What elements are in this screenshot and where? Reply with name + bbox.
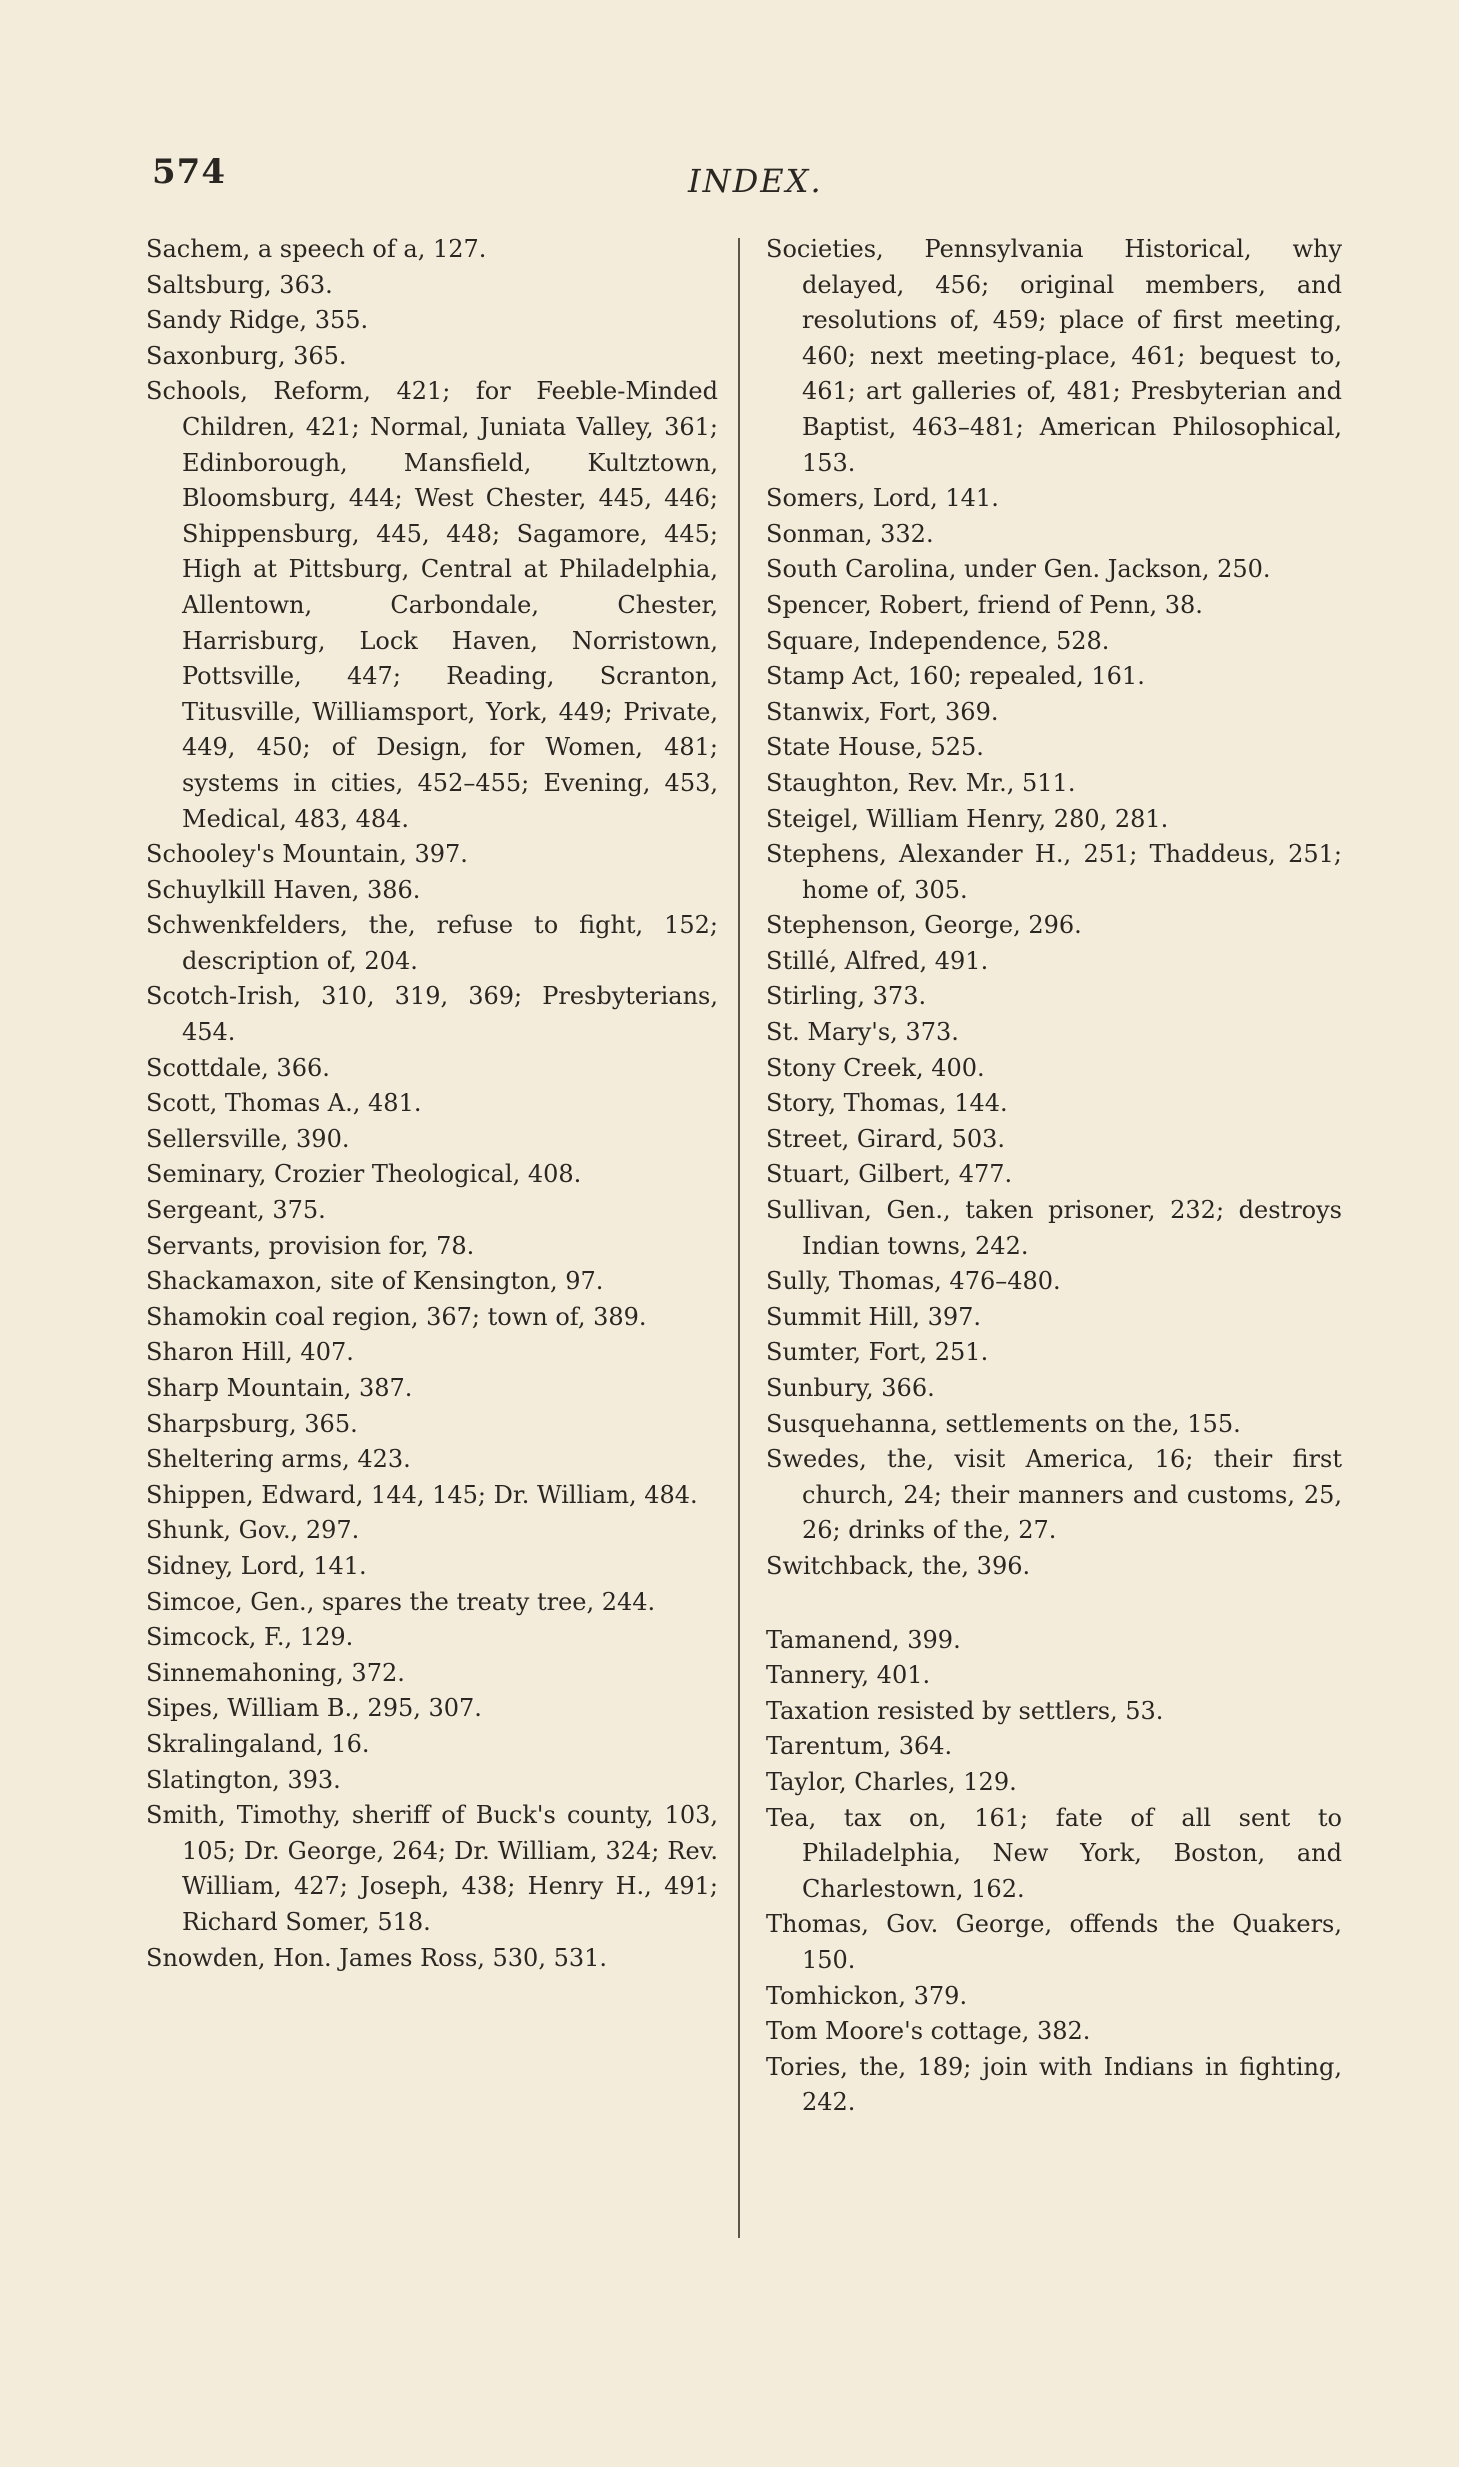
index-entry: Stuart, Gilbert, 477.	[766, 1160, 1013, 1189]
index-entry: Shamokin coal region, 367; town of, 389.	[146, 1302, 647, 1331]
index-entry: Sullivan, Gen., taken prisoner, 232; destroys Indian towns, 242.	[766, 1196, 1342, 1260]
index-entry: Stephens, Alexander H., 251; Thaddeus, 251; home of, 305.	[766, 840, 1342, 904]
index-entry: Somers, Lord, 141.	[766, 484, 999, 513]
index-entry: Sunbury, 366.	[766, 1374, 935, 1402]
index-entry: Simcock, F., 129.	[146, 1623, 354, 1652]
index-entry: Schwenkfelders, the, refuse to fight, 152; description of, 204.	[146, 911, 718, 975]
index-entry: Taylor, Charles, 129.	[766, 1767, 1017, 1796]
index-entry: Street, Girard, 503.	[766, 1124, 1006, 1153]
index-entry: Societies, Pennsylvania Historical, why delayed, 456; original members, and resolutions of, 459; place of first meeting, 460; next meeting-place, 461; bequest to, 461; art galleries of, 481; Presbyterian and Baptist, 463–481; American Philosophical, 153.	[766, 235, 1342, 477]
column-divider	[738, 238, 740, 2238]
index-entry: Switchback, the, 396.	[766, 1551, 1031, 1580]
index-entry: Saltsburg, 363.	[146, 270, 333, 299]
index-entry: Simcoe, Gen., spares the treaty tree, 244.	[146, 1587, 656, 1616]
index-entry: Thomas, Gov. George, offends the Quakers, 150.	[766, 1910, 1342, 1974]
index-entry: Schools, Reform, 421; for Feeble-Minded Children, 421; Normal, Juniata Valley, 361; Edinborough, Mansfield, Kultztown, Bloomsburg, 444; West Chester, 445, 446; Shippensburg, 445, 448; Sagamore, 445; High at Pittsburg, Central at Philadelphia, Allentown, Carbondale, Chester, Harrisburg, Lock Haven, Norristown, Pottsville, 447; Reading, Scranton, Titusville, Williamsport, York, 449; Private, 449, 450; of Design, for Women, 481; systems in cities, 452–455; Evening, 453, Medical, 483, 484.	[146, 377, 718, 833]
index-entry: Tom Moore's cottage, 382.	[766, 2017, 1091, 2046]
index-entry: Sergeant, 375.	[146, 1196, 326, 1225]
page-number: 574	[152, 152, 226, 192]
index-section-t	[766, 1623, 1342, 2121]
index-entry: Sheltering arms, 423.	[146, 1445, 411, 1474]
index-entry: Stillé, Alfred, 491.	[766, 946, 989, 975]
index-entry: Taxation resisted by settlers, 53.	[766, 1696, 1164, 1725]
index-entry: Square, Independence, 528.	[766, 626, 1110, 655]
index-entry: Stamp Act, 160; repealed, 161.	[766, 662, 1145, 691]
index-entry: Sumter, Fort, 251.	[766, 1338, 989, 1367]
index-entry: Scotch-Irish, 310, 319, 369; Presbyterians, 454.	[146, 982, 718, 1047]
index-entry: Saxonburg, 365.	[146, 341, 347, 370]
index-entry: Shunk, Gov., 297.	[146, 1516, 360, 1545]
index-entry: Sonman, 332.	[766, 519, 934, 548]
index-entry: Tea, tax on, 161; fate of all sent to Philadelphia, New York, Boston, and Charlestown, 162.	[766, 1803, 1342, 1903]
index-entry: Scottdale, 366.	[146, 1053, 330, 1082]
index-entry: Tannery, 401.	[766, 1661, 931, 1690]
index-entry: Sachem, a speech of a, 127.	[146, 235, 487, 263]
index-entry: Sharp Mountain, 387.	[146, 1374, 413, 1402]
index-entry: Sinnemahoning, 372.	[146, 1658, 405, 1687]
index-entry: Tories, the, 189; join with Indians in fighting, 242.	[766, 2052, 1342, 2117]
index-section-s	[766, 232, 1342, 1585]
index-entry: Steigel, William Henry, 280, 281.	[766, 804, 1169, 833]
index-entry: Slatington, 393.	[146, 1765, 341, 1794]
index-entry: Sharpsburg, 365.	[146, 1409, 358, 1438]
index-entry: Swedes, the, visit America, 16; their first church, 24; their manners and customs, 25, 26; drinks of the, 27.	[766, 1445, 1342, 1545]
index-entry: Sipes, William B., 295, 307.	[146, 1694, 482, 1723]
index-entry: South Carolina, under Gen. Jackson, 250.	[766, 555, 1271, 584]
index-entry: Sellersville, 390.	[146, 1124, 350, 1153]
index-column-left	[146, 232, 718, 1976]
index-entry: Stony Creek, 400.	[766, 1053, 985, 1082]
index-entry: St. Mary's, 373.	[766, 1018, 959, 1047]
section-gap	[766, 1585, 1342, 1623]
index-entry: Story, Thomas, 144.	[766, 1089, 1008, 1118]
index-entry: Sully, Thomas, 476–480.	[766, 1267, 1061, 1296]
index-entry: Snowden, Hon. James Ross, 530, 531.	[146, 1943, 608, 1972]
index-entry: Sidney, Lord, 141.	[146, 1551, 367, 1580]
index-entry: State House, 525.	[766, 733, 984, 762]
index-entry: Spencer, Robert, friend of Penn, 38.	[766, 590, 1203, 619]
index-column-right	[766, 232, 1342, 2121]
index-entry: Staughton, Rev. Mr., 511.	[766, 768, 1076, 797]
index-entry: Shackamaxon, site of Kensington, 97.	[146, 1267, 604, 1296]
index-entry: Shippen, Edward, 144, 145; Dr. William, 484.	[146, 1480, 698, 1509]
index-entry: Schooley's Mountain, 397.	[146, 840, 468, 869]
index-entry: Skralingaland, 16.	[146, 1729, 370, 1758]
index-entry: Servants, provision for, 78.	[146, 1231, 475, 1260]
index-entry: Stirling, 373.	[766, 982, 927, 1011]
index-entry: Sandy Ridge, 355.	[146, 306, 369, 335]
index-entry: Seminary, Crozier Theological, 408.	[146, 1160, 582, 1189]
index-entry: Smith, Timothy, sheriff of Buck's county, 103, 105; Dr. George, 264; Dr. William, 324; Rev. William, 427; Joseph, 438; Henry H., 491; Richard Somer, 518.	[146, 1801, 718, 1936]
index-entry: Stephenson, George, 296.	[766, 911, 1082, 940]
index-entry: Tomhickon, 379.	[766, 1981, 968, 2010]
index-entry: Tarentum, 364.	[766, 1732, 953, 1761]
index-entry: Susquehanna, settlements on the, 155.	[766, 1409, 1241, 1438]
index-entry: Tamanend, 399.	[766, 1625, 961, 1654]
index-entry: Stanwix, Fort, 369.	[766, 697, 999, 726]
index-entry: Summit Hill, 397.	[766, 1302, 982, 1331]
index-entry: Schuylkill Haven, 386.	[146, 875, 421, 904]
index-entry: Sharon Hill, 407.	[146, 1338, 354, 1367]
running-head: INDEX.	[688, 162, 823, 200]
index-entry: Scott, Thomas A., 481.	[146, 1089, 422, 1118]
